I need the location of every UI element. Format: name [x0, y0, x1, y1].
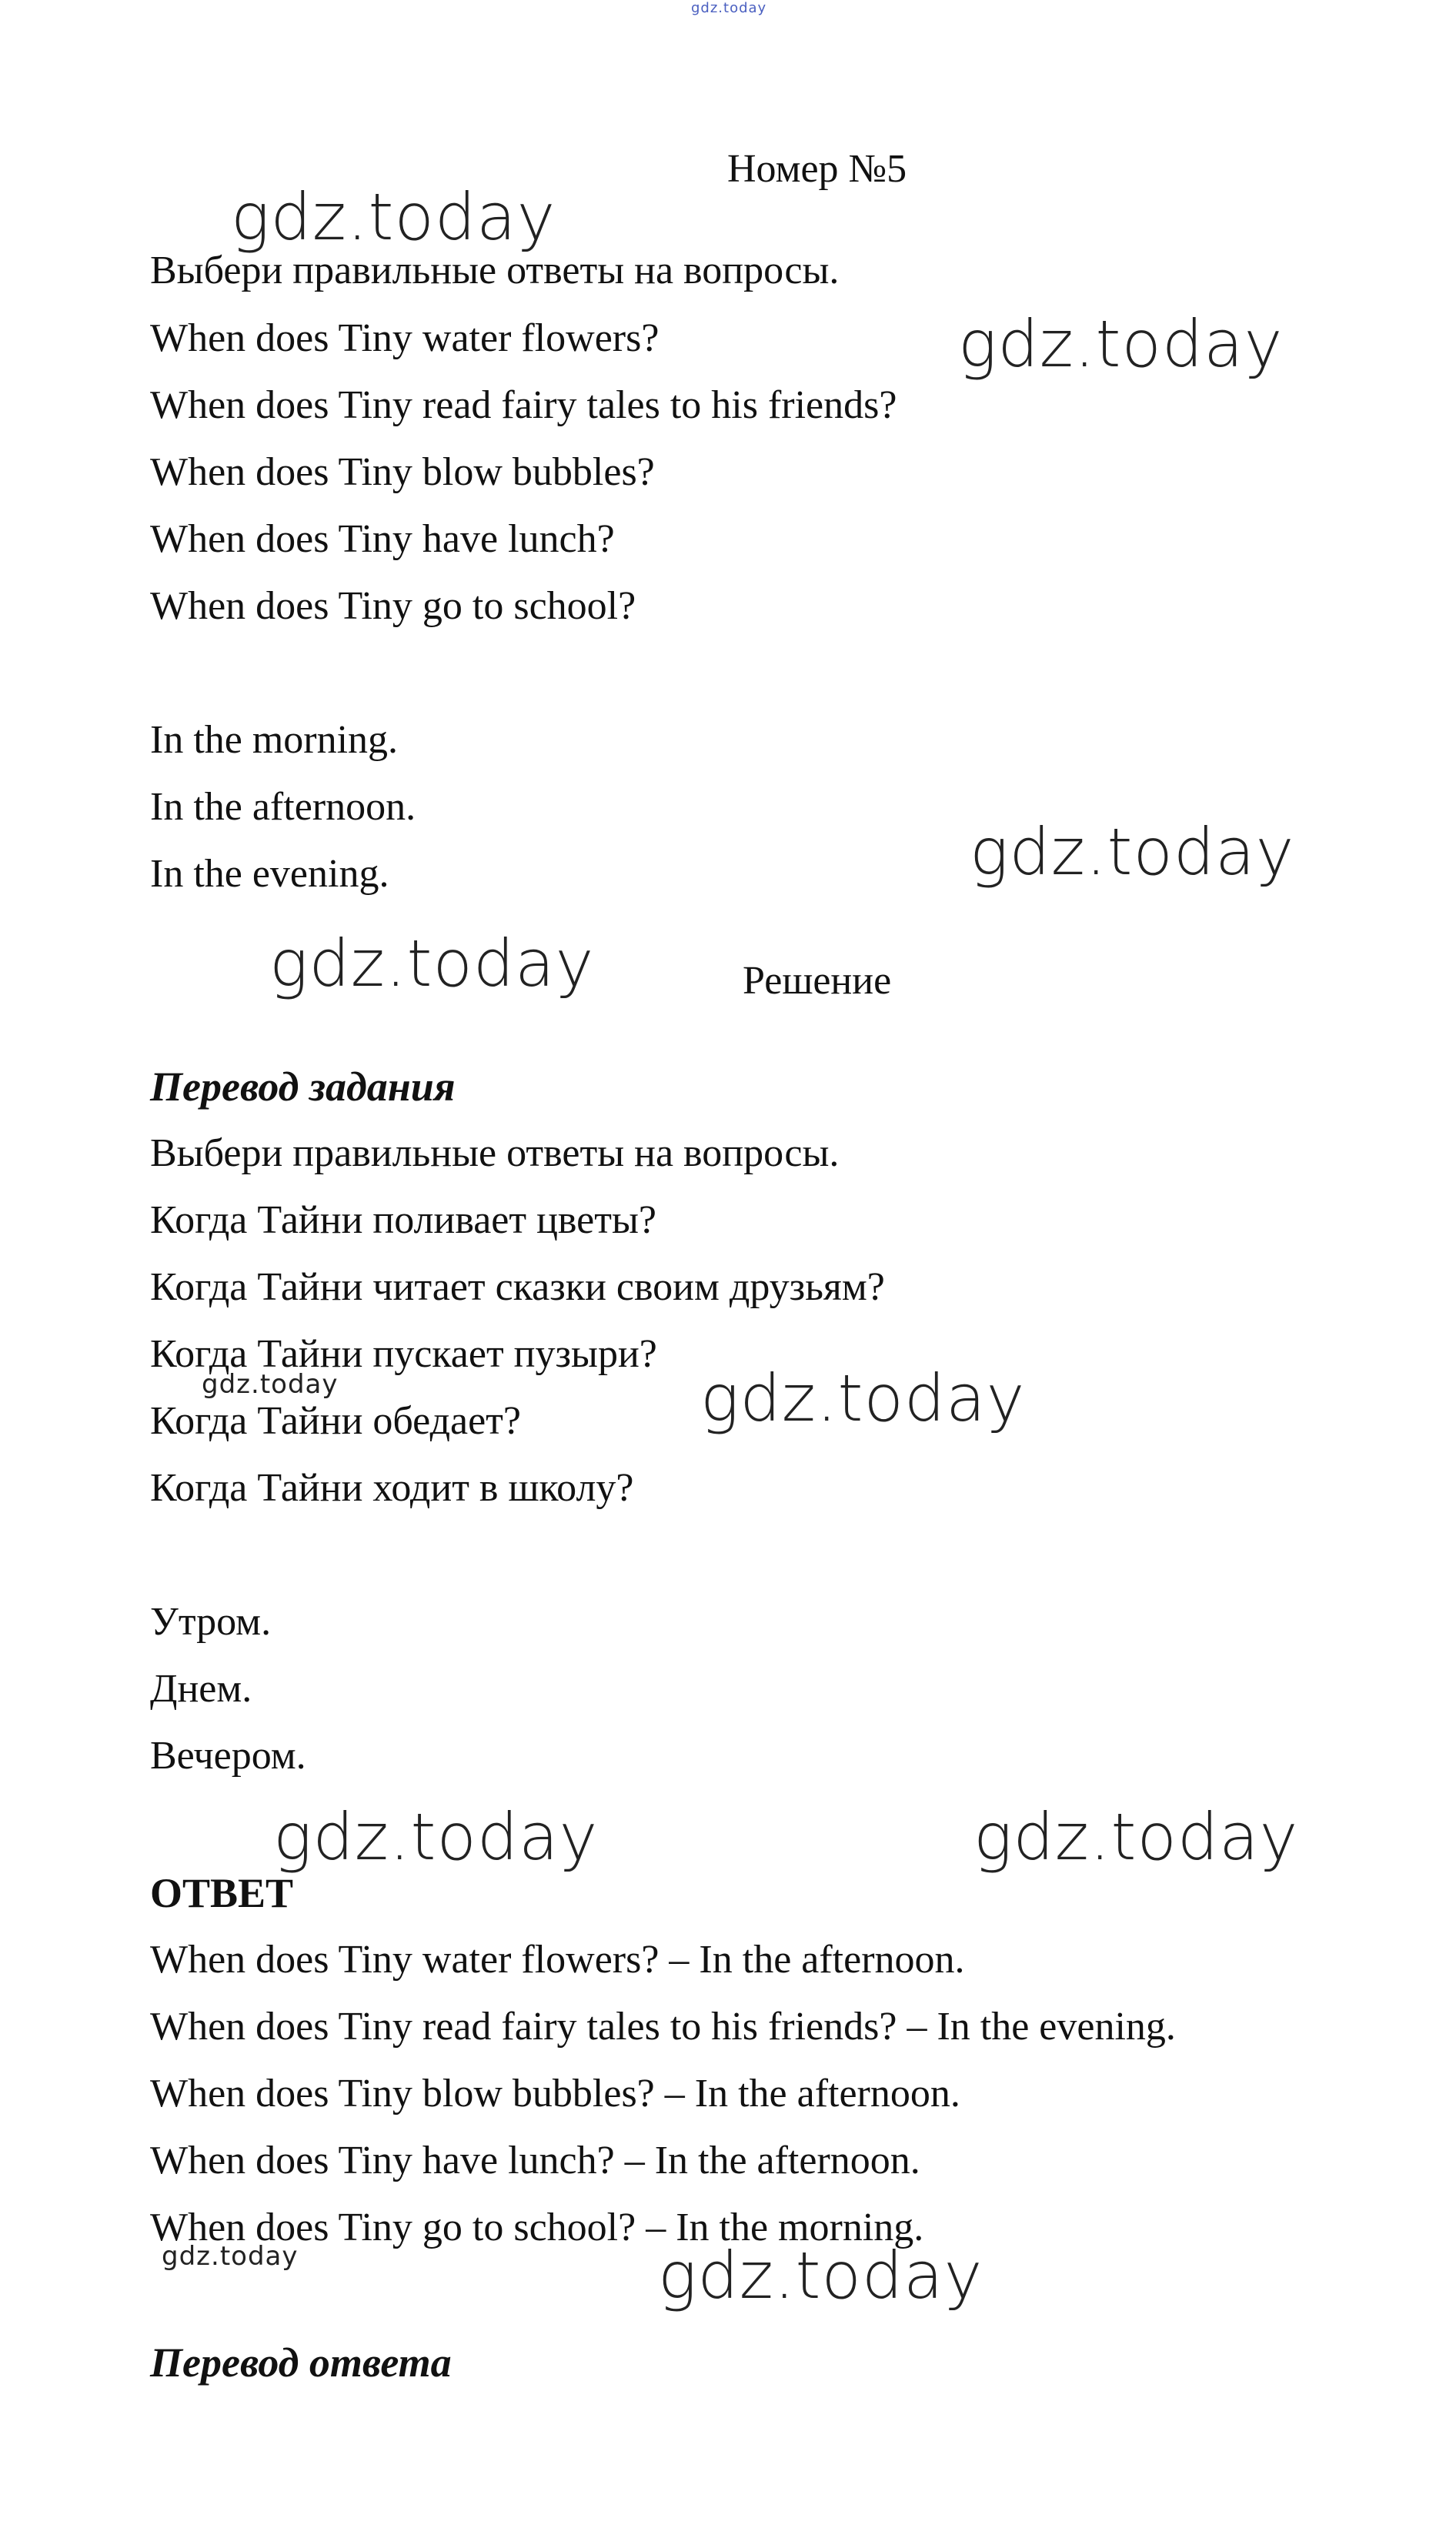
translation-option: Вечером.	[150, 1734, 306, 1778]
watermark: gdz.today	[700, 1361, 1026, 1436]
translation-question: Когда Тайни ходит в школу?	[150, 1466, 634, 1510]
watermark: gdz.today	[273, 1799, 599, 1875]
watermark: gdz.today	[269, 926, 595, 1001]
watermark-top: gdz.today	[691, 0, 767, 16]
answer-line: When does Tiny read fairy tales to his friends? – In the evening.	[150, 2005, 1176, 2049]
task-question: When does Tiny blow bubbles?	[150, 450, 655, 494]
task-question: When does Tiny read fairy tales to his friends?	[150, 383, 897, 427]
answer-line: When does Tiny water flowers? – In the afternoon.	[150, 1938, 965, 1982]
watermark: gdz.today	[658, 2238, 983, 2313]
watermark: gdz.today	[231, 179, 556, 255]
task-question: When does Tiny water flowers?	[150, 316, 660, 360]
translation-option: Днем.	[150, 1667, 252, 1711]
watermark: gdz.today	[973, 1799, 1299, 1875]
solution-label: Решение	[743, 959, 892, 1003]
task-question: When does Tiny go to school?	[150, 584, 636, 628]
answer-heading: ОТВЕТ	[150, 1870, 294, 1916]
translation-instruction: Выбери правильные ответы на вопросы.	[150, 1131, 840, 1175]
translation-option: Утром.	[150, 1600, 272, 1644]
task-option: In the evening.	[150, 852, 389, 896]
watermark-small: gdz.today	[162, 2241, 299, 2272]
task-option: In the afternoon.	[150, 785, 416, 829]
answer-line: When does Tiny go to school? – In the morning.	[150, 2206, 924, 2249]
watermark: gdz.today	[958, 306, 1284, 382]
translation-question: Когда Тайни обедает?	[150, 1399, 521, 1443]
task-question: When does Tiny have lunch?	[150, 517, 615, 561]
watermark: gdz.today	[970, 814, 1295, 890]
exercise-number: Номер №5	[727, 147, 907, 191]
translation-question: Когда Тайни читает сказки своим друзьям?	[150, 1265, 885, 1309]
answer-line: When does Tiny blow bubbles? – In the afternoon.	[150, 2072, 960, 2116]
watermark-small: gdz.today	[202, 1369, 339, 1400]
task-option: In the morning.	[150, 718, 399, 762]
answer-translation-heading: Перевод ответа	[150, 2339, 452, 2386]
translation-heading: Перевод задания	[150, 1064, 456, 1110]
translation-question: Когда Тайни пускает пузыри?	[150, 1332, 657, 1376]
task-instruction: Выбери правильные ответы на вопросы.	[150, 249, 840, 292]
translation-question: Когда Тайни поливает цветы?	[150, 1198, 656, 1242]
answer-line: When does Tiny have lunch? – In the afternoon.	[150, 2139, 920, 2182]
